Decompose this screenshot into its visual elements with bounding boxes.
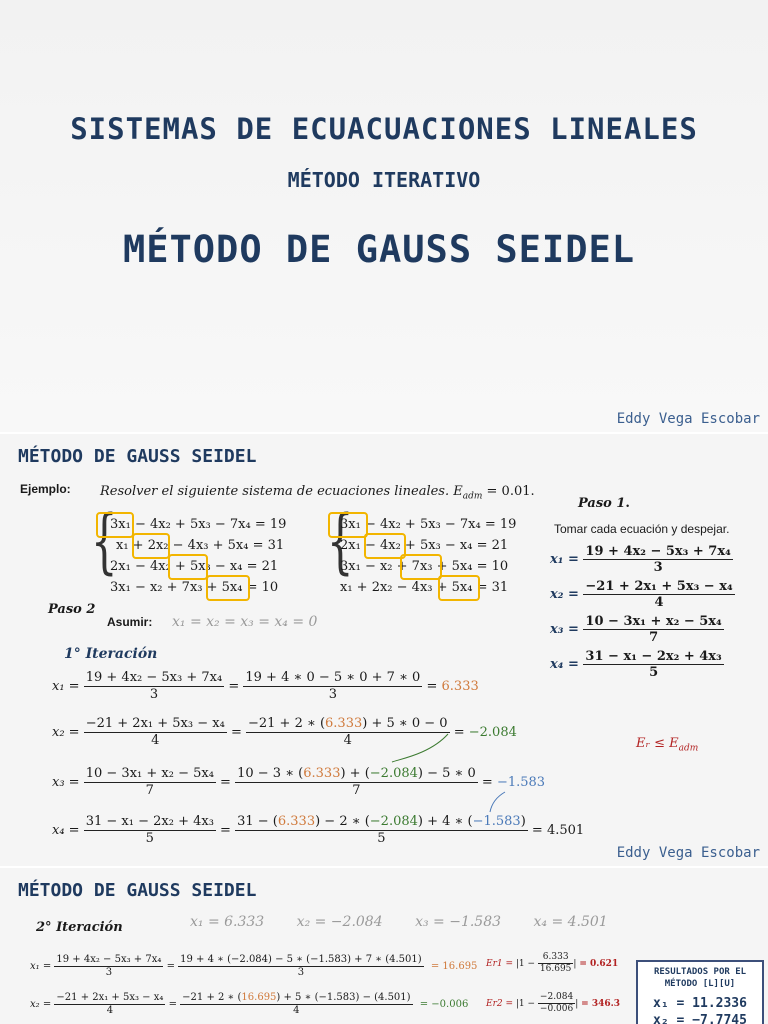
system-left-eq: 2x₁ − 4x₂ + 5x₃ − x₄ = 21 xyxy=(110,559,279,574)
frac-den: 7 xyxy=(649,630,659,645)
system-right-eq: 3x₁ − x₂ + 7x₃ + 5x₄ = 10 xyxy=(340,559,509,574)
iter-frac xyxy=(54,992,165,1017)
main-title: SISTEMAS DE ECUACUACIONES LINEALES xyxy=(70,112,698,146)
frac-den: 5 xyxy=(145,831,154,846)
frac-den: 4 xyxy=(654,595,664,610)
frac-num: 19 + 4x₂ − 5x₃ + 7x₄ xyxy=(56,954,162,965)
iteration2-label: 2° Iteración xyxy=(36,920,123,935)
frac-den: 4 xyxy=(151,733,160,748)
frac-den: 4 xyxy=(293,1005,300,1016)
frac-num xyxy=(180,992,412,1005)
iter-result: 6.333 xyxy=(441,679,479,694)
method-heading: MÉTODO DE GAUSS SEIDEL xyxy=(122,228,636,271)
system-left-eq: 3x₁ − x₂ + 7x₃ + 5x₄ = 10 xyxy=(110,580,279,595)
frac-num: 19 + 4 ∗ (−2.084) − 5 ∗ (−1.583) + 7 ∗ (4.501) xyxy=(180,954,422,965)
asumir-label: Asumir: xyxy=(107,615,153,629)
problem-text: Resolver el siguiente sistema de ecuaciones lineales. E xyxy=(100,484,463,499)
slide-heading: MÉTODO DE GAUSS SEIDEL xyxy=(18,880,257,901)
result-value: x₁ = 11.2336 xyxy=(653,996,747,1011)
paso1-text: Paso 1 xyxy=(578,496,626,511)
iter-lhs: x₁ = xyxy=(30,961,52,972)
iter-lhs: x₂ = xyxy=(30,999,52,1010)
system-left-eq: 3x₁ − 4x₂ + 5x₃ − 7x₄ = 19 xyxy=(110,517,287,532)
error-label: Er2 = xyxy=(486,999,513,1009)
previous-values xyxy=(190,914,608,930)
num-value: −2.084 xyxy=(369,766,418,781)
num-part: ) xyxy=(520,814,526,829)
num-part: −21 + 2 ∗ ( xyxy=(247,716,326,731)
author: Eddy Vega Escobar xyxy=(616,845,760,861)
frac-den: 16.695 xyxy=(539,964,572,974)
frac-num: 31 − x₁ − 2x₂ + 4x₃ xyxy=(85,814,214,829)
frac-den: 3 xyxy=(297,967,305,978)
error-value: = 0.621 xyxy=(579,959,619,969)
iter-result: = −0.006 xyxy=(419,999,469,1010)
num-value: −2.084 xyxy=(369,814,418,829)
system-right-eq: 2x₁ − 4x₂ + 5x₃ − x₄ = 21 xyxy=(340,538,509,553)
iteration1-label: 1° Iteración xyxy=(64,646,158,662)
frac-den: −0.006 xyxy=(539,1004,574,1014)
frac-den: 3 xyxy=(105,967,113,978)
left-brace: { xyxy=(90,500,118,582)
error-value: = 346.3 xyxy=(581,999,621,1009)
right-brace: { xyxy=(326,500,354,582)
num-part: ) + 5 ∗ (−1.583) − (4.501) xyxy=(276,992,411,1003)
error-frac xyxy=(538,952,574,975)
iter-row: x₁ = $\frac{\text{19 + 4x₂ − 5x₃ + 7x₄}}{3}$ = $\frac{19 + 4 ∗ 0 - 5 ∗ 0 + 7 ∗ 0}{3}$ = 6.333 xyxy=(52,670,479,702)
num-part: ) + ( xyxy=(340,766,370,781)
num-value: −1.583 xyxy=(472,814,521,829)
frac-den: 7 xyxy=(352,783,361,798)
frac-num: −21 + 2x₁ + 5x₃ − x₄ xyxy=(85,716,225,731)
asumir-equation: x₁ = x₂ = x₃ = x₄ = 0 xyxy=(172,614,318,630)
example-slide xyxy=(0,434,768,866)
frac-den: 7 xyxy=(145,783,154,798)
iteration2-rows xyxy=(30,954,477,1017)
frac-den: 5 xyxy=(377,831,386,846)
iter-row: x₃ = $\frac{\text{10 − 3x₁ + x₂ − 5x₄}}{7}$ = $\frac{10 - 3 ∗ (6.333) + (-2.084) - 5 ∗ 0}{7}$ = −1.583 xyxy=(52,766,546,798)
frac-num: −21 + 2x₁ + 5x₃ − x₄ xyxy=(56,992,164,1003)
results-box xyxy=(636,960,764,1024)
frac-num: 19 + 4x₂ − 5x₃ + 7x₄ xyxy=(85,670,223,685)
frac-den: 5 xyxy=(649,665,659,680)
num-value: 6.333 xyxy=(303,766,341,781)
num-part: ) − 2 ∗ ( xyxy=(315,814,370,829)
iter-frac-values xyxy=(178,954,424,979)
frac-num: 10 − 3x₁ + x₂ − 5x₄ xyxy=(585,614,722,629)
num-part: ) + 5 ∗ 0 − 0 xyxy=(362,716,448,731)
example-label: Ejemplo: xyxy=(20,482,71,496)
paso2-label: Paso 2 xyxy=(48,602,96,617)
num-value: 16.695 xyxy=(241,992,277,1003)
frac-den: 4 xyxy=(343,733,352,748)
num-part: ) − 5 ∗ 0 xyxy=(417,766,476,781)
problem-end: = 0.01. xyxy=(482,484,535,499)
num-part: ) + 4 ∗ ( xyxy=(417,814,473,829)
num-value: 6.333 xyxy=(277,814,316,829)
error-row: Er1 = |1 − $\frac{6.333}{16.695}$ | = 0.621 xyxy=(486,952,619,974)
connector-arrows xyxy=(0,434,768,866)
num-value: 6.333 xyxy=(325,716,363,731)
criterion-sub: adm xyxy=(678,743,699,754)
system-left-eq: x₁ + 2x₂ − 4x₃ + 5x₄ = 31 xyxy=(116,538,285,553)
prev-value: x₄ = 4.501 xyxy=(533,914,608,930)
frac-den: 4 xyxy=(106,1005,114,1016)
frac-num: 31 − x₁ − 2x₂ + 4x₃ xyxy=(585,649,722,664)
num-part: 31 − ( xyxy=(237,814,278,829)
despeje-lhs: x₂ = xyxy=(550,587,579,602)
iter-frac-values xyxy=(180,992,412,1017)
problem-sub: adm xyxy=(462,491,483,502)
iteration2-slide xyxy=(0,868,768,1024)
paso1-description: Tomar cada ecuación y despejar. xyxy=(554,522,730,536)
frac-num: 19 + 4 ∗ 0 − 5 ∗ 0 + 7 ∗ 0 xyxy=(245,670,421,685)
frac-den: 3 xyxy=(328,687,337,702)
prev-value: x₂ = −2.084 xyxy=(296,914,383,930)
num-part: −21 + 2 ∗ ( xyxy=(182,992,242,1003)
iter-result: 4.501 xyxy=(546,823,585,838)
subtitle: MÉTODO ITERATIVO xyxy=(287,168,481,192)
iter2-row: x₁ = $\frac{\text{19 + 4x₂ − 5x₃ + 7x₄}}{3}$ = $\frac{19 + 4 ∗ (-2.084) - 5 ∗ (-1.583) + 7 ∗ (4.501)}{3}$ = 16.695 xyxy=(30,954,478,978)
author: Eddy Vega Escobar xyxy=(616,411,760,427)
frac-den: 3 xyxy=(149,687,159,702)
iter-lhs: x₄ = xyxy=(52,823,80,838)
iter-lhs: x₁ = xyxy=(52,679,80,694)
iter2-row: x₂ = $\frac{\text{−21 + 2x₁ + 5x₃ − x₄}}{4}$ = $\frac{-21 + 2 ∗ (16.695) + 5 ∗ (-1.583) - (4.501)}{4}$ = −0.006 xyxy=(30,992,469,1016)
paso1-dot: . xyxy=(625,496,630,511)
frac-num: −21 + 2x₁ + 5x₃ − x₄ xyxy=(585,579,733,594)
prev-value: x₁ = 6.333 xyxy=(190,914,265,930)
title-slide xyxy=(0,0,768,432)
iter-result: = 16.695 xyxy=(430,961,478,972)
despeje-lhs: x₄ = xyxy=(550,657,579,672)
iter-lhs: x₂ = xyxy=(52,725,80,740)
frac-num: 19 + 4x₂ − 5x₃ + 7x₄ xyxy=(585,544,731,559)
blue-arrow xyxy=(490,792,505,812)
iter-frac xyxy=(54,954,163,979)
results-title: RESULTADOS POR EL MÉTODO [L][U] xyxy=(653,967,747,989)
error-row: Er2 = |1 − $\frac{-2.084}{-0.006}$ | = 346.3 xyxy=(486,992,621,1014)
frac-den: 3 xyxy=(653,560,663,575)
despeje-lhs: x₃ = xyxy=(550,622,579,637)
frac-num: −2.084 xyxy=(539,992,574,1002)
num-part: 10 − 3 ∗ ( xyxy=(237,766,304,781)
frac-num: 10 − 3x₁ + x₂ − 5x₄ xyxy=(85,766,214,781)
system-right-eq: x₁ + 2x₂ − 4x₃ + 5x₄ = 31 xyxy=(340,580,509,595)
iter-result: −2.084 xyxy=(468,725,517,740)
error-label: Er1 = xyxy=(486,959,513,969)
error-frac xyxy=(538,992,575,1015)
prev-value: x₃ = −1.583 xyxy=(415,914,502,930)
slide-heading: MÉTODO DE GAUSS SEIDEL xyxy=(18,446,257,467)
iter-lhs: x₃ = xyxy=(52,775,80,790)
frac-num: 6.333 xyxy=(538,952,574,964)
error-column xyxy=(486,952,620,1015)
result-value: x₂ = −7.7745 xyxy=(653,1013,747,1024)
iter-row: x₄ = $\frac{\text{31 − x₁ − 2x₂ + 4x₃}}{5}$ = $\frac{31 - (6.333) - 2 ∗ (-2.084) + 4 ∗ (-1.583)}{5}$ = 4.501 xyxy=(52,814,585,846)
green-arrow xyxy=(392,734,448,762)
iter-result: −1.583 xyxy=(496,775,546,790)
despeje-lhs: x₁ = xyxy=(550,552,579,567)
iter-row: x₂ = $\frac{\text{−21 + 2x₁ + 5x₃ − x₄}}{4}$ = $\frac{-21 + 2 ∗ (6.333) + 5 ∗ 0 - 0}{4}$ = −2.084 xyxy=(52,716,517,748)
criterion-text: Eᵣ ≤ E xyxy=(636,736,679,751)
system-right-eq: 3x₁ − 4x₂ + 5x₃ − 7x₄ = 19 xyxy=(340,517,517,532)
